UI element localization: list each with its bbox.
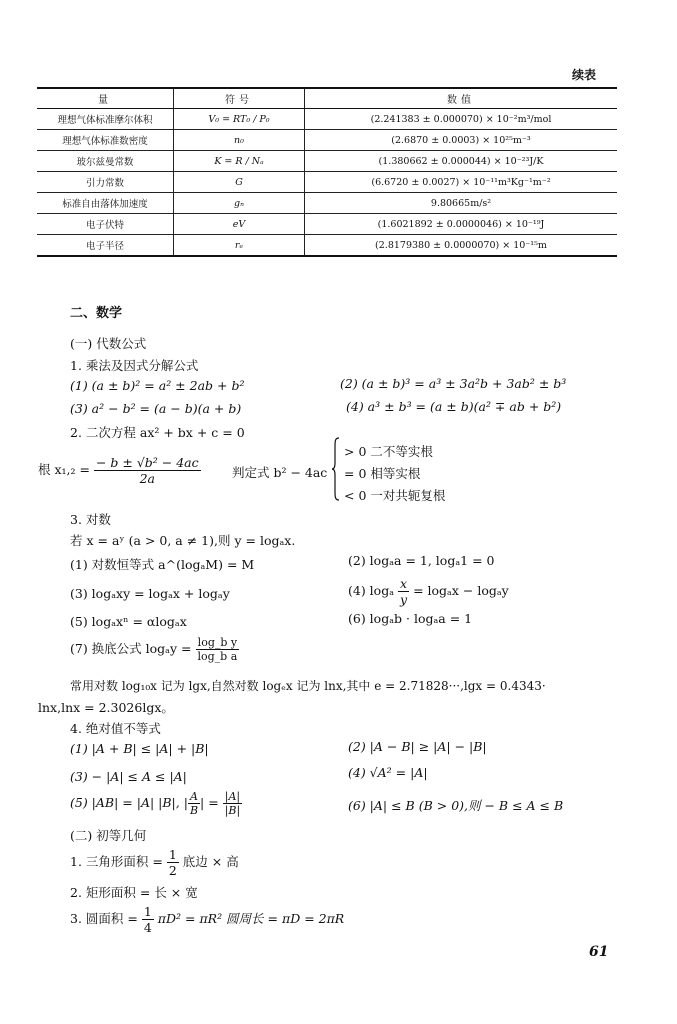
cell-value: (2.6870 ± 0.0003) × 10²⁵m⁻³ xyxy=(305,130,618,151)
root-denominator: 2a xyxy=(139,471,155,486)
formula-3: (3) a² − b² = (a − b)(a + b) xyxy=(70,401,242,416)
discriminant-case-positive: > 0 二不等实根 xyxy=(344,444,433,459)
log-formula-4 xyxy=(348,576,509,607)
log-formula-5: (5) logₐxⁿ = αlogₐx xyxy=(70,614,187,629)
table-header-row xyxy=(37,88,617,109)
cell-value: (1.380662 ± 0.000044) × 10⁻²³J/K xyxy=(305,151,618,172)
abs-formula-2: (2) |A − B| ≥ |A| − |B| xyxy=(348,739,487,754)
header-value: 数值 xyxy=(305,88,618,109)
formula-4: (4) a³ ± b³ = (a ± b)(a² ∓ ab + b²) xyxy=(346,399,562,414)
common-log-note-cont: lnx,lnx = 2.3026lgx。 xyxy=(38,700,174,715)
table-row xyxy=(37,193,617,214)
log7-denominator: log_b a xyxy=(197,650,238,663)
table-row xyxy=(37,172,617,193)
quadratic-root-formula xyxy=(38,455,201,486)
cell-quantity: 电子伏特 xyxy=(37,214,174,235)
log7-prefix: (7) 换底公式 logₐy = xyxy=(70,641,192,656)
abs5-numerator-1: A xyxy=(188,790,200,804)
log7-fraction xyxy=(196,636,240,663)
circle-fraction xyxy=(142,904,154,935)
formula-2: (2) (a ± b)³ = a³ ± 3a²b + 3ab² ± b³ xyxy=(340,376,567,391)
geometry-heading: (二) 初等几何 xyxy=(70,828,147,843)
log-formula-3: (3) logₐxy = logₐx + logₐy xyxy=(70,586,230,601)
discriminant-case-zero: = 0 相等实根 xyxy=(344,466,421,481)
abs5-denominator-2: |B| xyxy=(224,804,241,817)
abs-formula-3: (3) − |A| ≤ A ≤ |A| xyxy=(70,769,187,784)
cell-symbol: eV xyxy=(174,214,305,235)
log4-prefix: (4) logₐ xyxy=(348,583,395,598)
root-label: 根 x₁,₂ = xyxy=(38,462,90,477)
common-log-note: 常用对数 log₁₀x 记为 lgx,自然对数 logₑx 记为 lnx,其中 e = 2.71828···,lgx = 0.4343· xyxy=(70,679,546,693)
abs5-fraction-1 xyxy=(188,790,200,817)
triangle-suffix: 底边 × 高 xyxy=(182,854,239,869)
table-row xyxy=(37,109,617,130)
triangle-area xyxy=(70,847,239,878)
circle-denominator: 4 xyxy=(143,920,152,935)
cell-quantity: 电子半径 xyxy=(37,235,174,257)
abs-formula-4: (4) √A² = |A| xyxy=(348,765,428,780)
log7-numerator: log_b y xyxy=(196,636,240,650)
abs-formula-5: (5) |AB| = |A| |B|, | $\frac{A}{B}$ | = $\frac{|A|}{|B|}$ xyxy=(70,790,241,817)
triangle-numerator: 1 xyxy=(168,847,177,862)
log-definition: 若 x = aʸ (a > 0, a ≠ 1),则 y = logₐx. xyxy=(70,533,296,548)
cell-value: (2.241383 ± 0.000070) × 10⁻²m³/mol xyxy=(305,109,618,130)
cell-value: 9.80665m/s² xyxy=(305,193,618,214)
left-brace-icon xyxy=(332,437,340,501)
header-quantity: 量 xyxy=(37,88,174,109)
triangle-denominator: 2 xyxy=(168,863,177,878)
abs5-fraction-2 xyxy=(223,790,243,817)
table-row xyxy=(37,214,617,235)
subheading-multiplication: 1. 乘法及因式分解公式 xyxy=(70,358,199,373)
abs5-denominator-1: B xyxy=(189,804,199,817)
continued-label: 续表 xyxy=(572,68,597,82)
abs5-prefix: (5) |AB| = |A| |B|, xyxy=(70,795,180,810)
cell-value: (2.8179380 ± 0.0000070) × 10⁻¹⁵m xyxy=(305,235,618,257)
root-numerator: − b ± √b² − 4ac xyxy=(95,455,199,470)
discriminant-label: 判定式 b² − 4ac xyxy=(232,465,328,480)
circle-area xyxy=(70,904,344,935)
abs-formula-6: (6) |A| ≤ B (B > 0),则 − B ≤ A ≤ B xyxy=(348,798,564,813)
page-number: 61 xyxy=(589,944,609,960)
circle-numerator: 1 xyxy=(143,904,152,919)
table-row xyxy=(37,235,617,257)
cell-value: (6.6720 ± 0.0027) × 10⁻¹¹m³Kg⁻¹m⁻² xyxy=(305,172,618,193)
algebra-heading: (一) 代数公式 xyxy=(70,336,147,351)
cell-symbol: gₙ xyxy=(174,193,305,214)
triangle-prefix: 1. 三角形面积 = xyxy=(70,854,163,869)
cell-quantity: 标准自由落体加速度 xyxy=(37,193,174,214)
rectangle-area: 2. 矩形面积 = 长 × 宽 xyxy=(70,885,198,900)
section-title-math: 二、数学 xyxy=(70,306,123,321)
table-row xyxy=(37,130,617,151)
cell-quantity: 理想气体标准摩尔体积 xyxy=(37,109,174,130)
discriminant-case-negative: < 0 一对共轭复根 xyxy=(344,488,446,503)
circle-suffix: πD² = πR² 圆周长 = πD = 2πR xyxy=(157,911,345,926)
triangle-fraction xyxy=(167,847,179,878)
circle-prefix: 3. 圆面积 = xyxy=(70,911,138,926)
table-row xyxy=(37,151,617,172)
abs-formula-1: (1) |A + B| ≤ |A| + |B| xyxy=(70,741,209,756)
cell-quantity: 玻尔兹曼常数 xyxy=(37,151,174,172)
cell-symbol: rₑ xyxy=(174,235,305,257)
cell-symbol: n₀ xyxy=(174,130,305,151)
cell-symbol: V₀ = RT₀ / P₀ xyxy=(174,109,305,130)
log4-denominator: y xyxy=(400,592,408,607)
subheading-quadratic: 2. 二次方程 ax² + bx + c = 0 xyxy=(70,425,245,440)
log-formula-1: (1) 对数恒等式 a^(logₐM) = M xyxy=(70,557,255,572)
cell-symbol: K = R / Nₐ xyxy=(174,151,305,172)
constants-table xyxy=(37,87,617,257)
log4-numerator: x xyxy=(400,576,408,591)
cell-symbol: G xyxy=(174,172,305,193)
header-symbol: 符号 xyxy=(174,88,305,109)
root-fraction xyxy=(94,455,201,486)
cell-value: (1.6021892 ± 0.0000046) × 10⁻¹⁹J xyxy=(305,214,618,235)
abs5-numerator-2: |A| xyxy=(223,790,243,804)
log4-suffix: = logₐx − logₐy xyxy=(413,583,509,598)
formula-1: (1) (a ± b)² = a² ± 2ab + b² xyxy=(70,378,245,393)
subheading-logarithm: 3. 对数 xyxy=(70,512,111,527)
cell-quantity: 理想气体标准数密度 xyxy=(37,130,174,151)
subheading-absolute-value: 4. 绝对值不等式 xyxy=(70,721,161,736)
log-formula-6: (6) logₐb · logₐa = 1 xyxy=(348,611,473,626)
log-formula-7 xyxy=(70,636,239,663)
cell-quantity: 引力常数 xyxy=(37,172,174,193)
log-formula-2: (2) logₐa = 1, logₐ1 = 0 xyxy=(348,553,495,568)
log4-fraction xyxy=(398,576,409,607)
